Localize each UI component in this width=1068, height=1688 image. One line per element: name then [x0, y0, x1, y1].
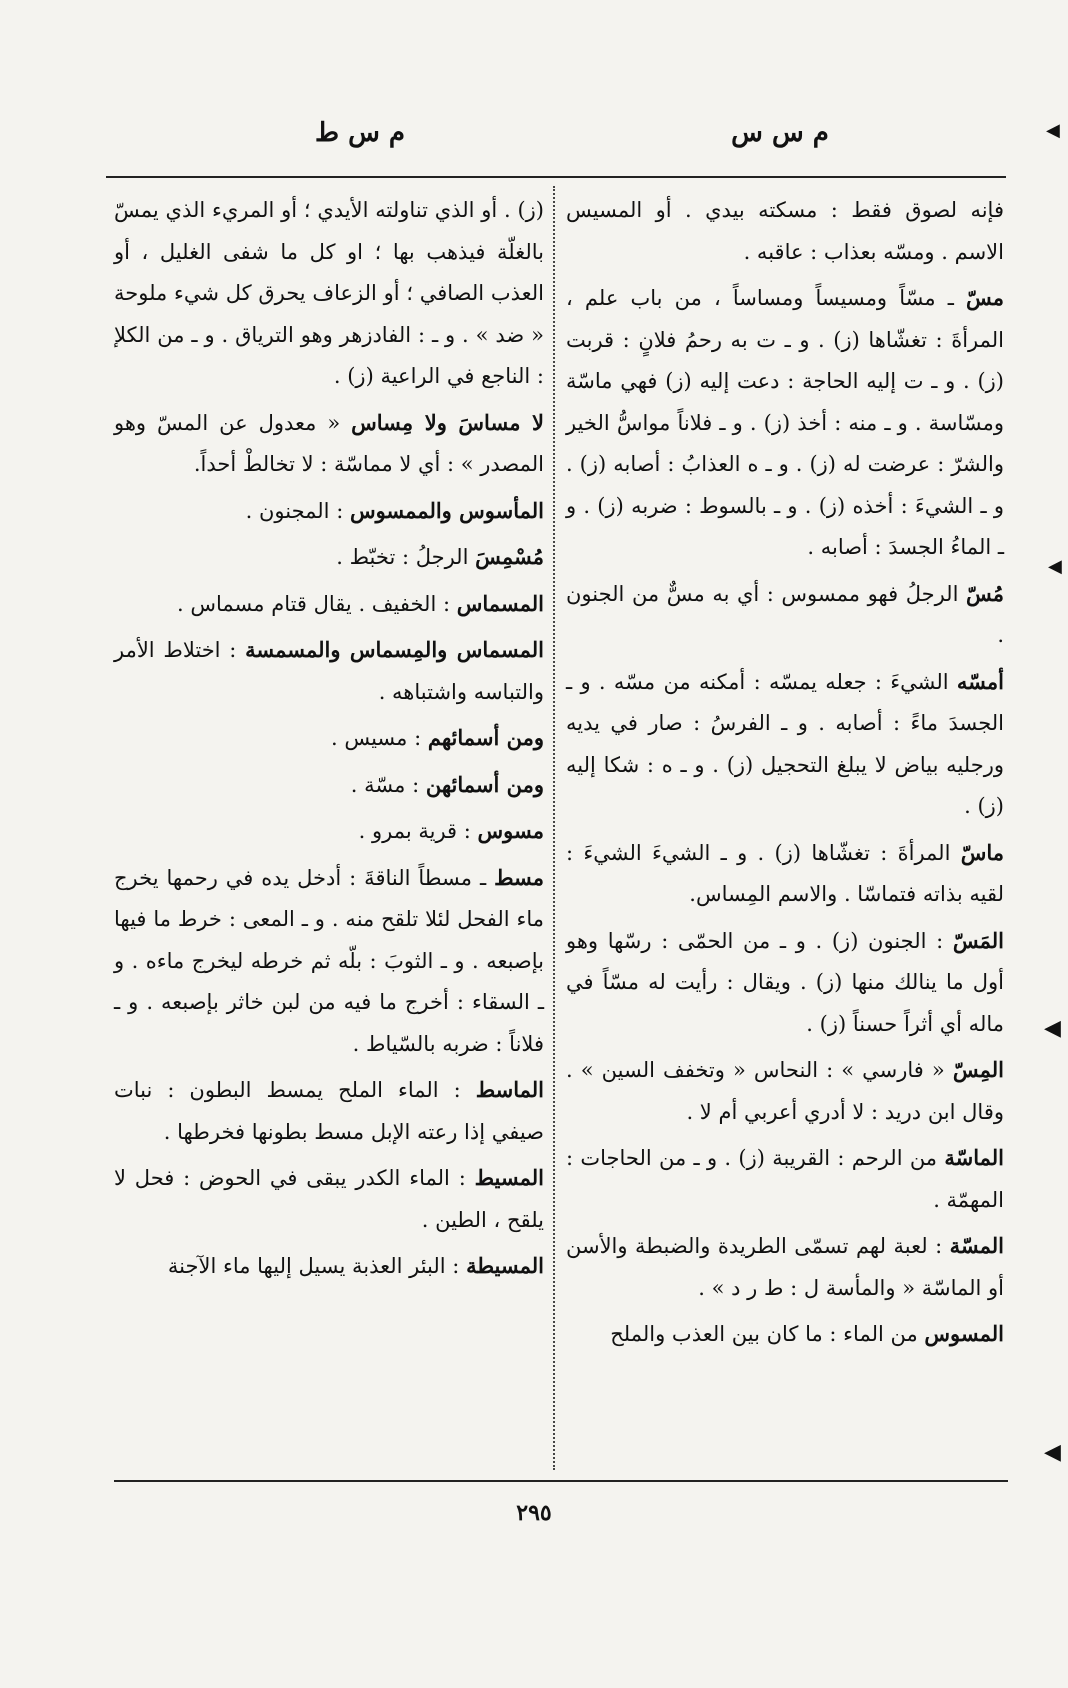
dictionary-entry [114, 857, 544, 1066]
dictionary-entry [566, 190, 1004, 273]
margin-arrow-icon: ◀ [1044, 1016, 1061, 1041]
entry-headword: المسماس والمِسماس والمسمسة [245, 637, 544, 662]
dictionary-entry [114, 1245, 544, 1288]
dictionary-entry [566, 920, 1004, 1046]
entry-headword: أمسّه [956, 668, 1004, 694]
entry-definition: : قرية بمرو . [358, 819, 478, 843]
dictionary-entry [566, 573, 1004, 657]
top-rule [106, 176, 1006, 178]
entry-headword: مسّ [965, 285, 1004, 310]
entry-definition: : مسيس . [330, 726, 428, 750]
running-header-left: م س ط [315, 118, 405, 148]
entry-headword: مسط [494, 864, 544, 890]
dictionary-entry [114, 402, 544, 486]
entry-definition: : اختلاط الأمر والتباسه واشتباهه . [114, 638, 544, 704]
dictionary-entry [114, 536, 544, 579]
entry-definition: : الجنون (ز) . و ـ من الحمّى : رسّها وهو أول ما ينالك منها (ز) . ويقال : رأيت له مسّاً في ماله أي أثراً حسناً (ز) . [566, 928, 1004, 1036]
entry-definition: : الماء الملح يمسط البطون : نبات صيفي إذا رعته الإبل مسط بطونها فخرطها . [114, 1078, 544, 1144]
entry-headword: ومن أسمائهم [427, 725, 544, 750]
entry-headword: مسوس [477, 818, 544, 843]
entry-headword: الماسّة [944, 1145, 1004, 1170]
dictionary-entry [114, 1069, 544, 1153]
entry-headword: المسماس [456, 590, 544, 616]
entry-definition: : البئر العذبة يسيل إليها ماء الآجنة [167, 1254, 467, 1278]
dictionary-entry [114, 810, 544, 853]
dictionary-entry [566, 1313, 1004, 1356]
entry-definition: : الماء الكدر يبقى في الحوض : فحل لا يلقح ، الطين . [114, 1166, 544, 1232]
dictionary-entry [114, 190, 544, 398]
entry-definition: : مسّة . [350, 772, 426, 797]
dictionary-entry [566, 1225, 1004, 1309]
dictionary-entry [566, 1049, 1004, 1133]
entry-definition: « معدول عن المسّ وهو المصدر » : أي لا مماسّة : لا تخالطْ أحداً. [114, 410, 544, 476]
dictionary-entry [114, 1157, 544, 1241]
dictionary-entry [114, 629, 544, 713]
page-number: ٢٩٥ [516, 1500, 552, 1526]
entry-headword: ماسّ [960, 839, 1004, 865]
entry-definition: : الخفيف . يقال قتام مسماس . [177, 591, 457, 616]
entry-definition: الرجلُ : تخبّط . [336, 545, 476, 569]
entry-definition: : المجنون . [245, 498, 350, 523]
entry-definition: الشيءَ : جعله يمسّه : أمكنه من مسّه . و ـ الجسدَ ماءً : أصابه . و ـ الفرسُ : صار في يديه ورجليه بياض لا يبلغ التحجيل (ز) . و ـ ه : شكا إليه (ز) . [566, 669, 1004, 818]
entry-definition: الرجلُ فهو ممسوس : أي به مسٌّ من الجنون . [566, 581, 1004, 647]
dictionary-entry [114, 583, 544, 626]
entry-definition: من الماء : ما كان بين العذب والملح [610, 1322, 925, 1346]
entry-headword: مُسْمِسَ [475, 544, 544, 569]
dictionary-entry [566, 832, 1004, 916]
margin-arrow-icon: ◀ [1046, 120, 1060, 141]
entry-headword: المأسوس والممسوس [349, 497, 544, 523]
dictionary-entry [566, 661, 1004, 828]
entry-headword: المسوس [924, 1321, 1004, 1346]
entry-headword: المسيطة [466, 1253, 544, 1278]
entry-definition: المرأةَ : تغشّاها (ز) . و ـ الشيءَ الشيءَ : لقيه بذاته فتماسّا . والاسم المِساس. [566, 840, 1004, 906]
entry-definition: : لعبة لهم تسمّى الطريدة والضبطة والأسن أو الماسّة « والمأسة ل : ط ر د » . [566, 1234, 1004, 1300]
entry-definition: « فارسي » : النحاس « وتخفف السين » . وقال ابن دريد : لا أدري أعربي أم لا . [566, 1058, 1004, 1124]
column-divider [553, 186, 555, 1470]
dictionary-entry [114, 717, 544, 760]
entry-headword: المَسّ [952, 927, 1004, 953]
entry-definition: (ز) . أو الذي تناولته الأيدي ؛ أو المريء الذي يمسّ بالغلّة فيذهب بها ؛ او كل ما شفى الغليل ، أو العذب الصافي ؛ أو الزعاف يحرق كل شيء ملوحة « ضد » . و ـ : الفادزهر وهو الترياق . و ـ من الكلإ : الناجع في الراعية (ز) . [114, 198, 544, 388]
entry-definition: ـ مسطاً الناقةَ : أدخل يده في رحمها يخرج ماء الفحل لئلا تلقح منه . و ـ المعى : خرط ما فيها بإصبعه . و ـ الثوبَ : بلّه ثم خرطه ليخرج ماءه . و ـ السقاء : أخرج ما فيه من لبن خاثر بإصبعه . و ـ فلاناً : ضربه بالسّياط . [114, 865, 544, 1056]
entry-definition: ـ مسّاً ومسيساً ومساساً ، من باب علم ، المرأةَ : تغشّاها (ز) . و ـ ت به رحمُ فلانٍ : قربت (ز) . و ـ ت إليه الحاجة : دعت إليه (ز) فهي ماسّة ومسّاسة . و ـ منه : أخذ (ز) . و ـ فلاناً مواسُّ الخير والشرّ : عرضت له (ز) . و ـ ه العذابُ : أصابه (ز) . و ـ الشيءَ : أخذه (ز) . و ـ بالسوط : ضربه (ز) . و ـ الماءُ الجسدَ : أصابه . [566, 286, 1004, 559]
entry-definition: من الرحم : القريبة (ز) . و ـ من الحاجات : المهمّة . [566, 1146, 1004, 1212]
margin-arrow-icon: ◀ [1048, 556, 1062, 577]
entry-headword: ومن أسمائهن [425, 771, 544, 797]
margin-arrow-icon: ◀ [1044, 1440, 1061, 1465]
dictionary-entry [566, 1137, 1004, 1221]
dictionary-entry [114, 764, 544, 807]
left-column [114, 190, 544, 1288]
right-column [566, 190, 1004, 1356]
entry-headword: مُسّ [965, 580, 1004, 606]
entry-headword: الماسط [475, 1077, 544, 1102]
entry-headword: المسيط [474, 1165, 544, 1190]
running-header-right: م س س [731, 118, 829, 148]
entry-headword: المسّة [949, 1233, 1004, 1258]
dictionary-entry [566, 277, 1004, 569]
dictionary-entry [114, 490, 544, 533]
bottom-rule [114, 1480, 1008, 1482]
entry-headword: لا مساسَ ولا مِساس [351, 409, 544, 435]
entry-definition: فإنه لصوق فقط : مسكته بيدي . أو المسيس الاسم . ومسّه بعذاب : عاقبه . [566, 198, 1004, 264]
entry-headword: المِسّ [952, 1057, 1004, 1082]
